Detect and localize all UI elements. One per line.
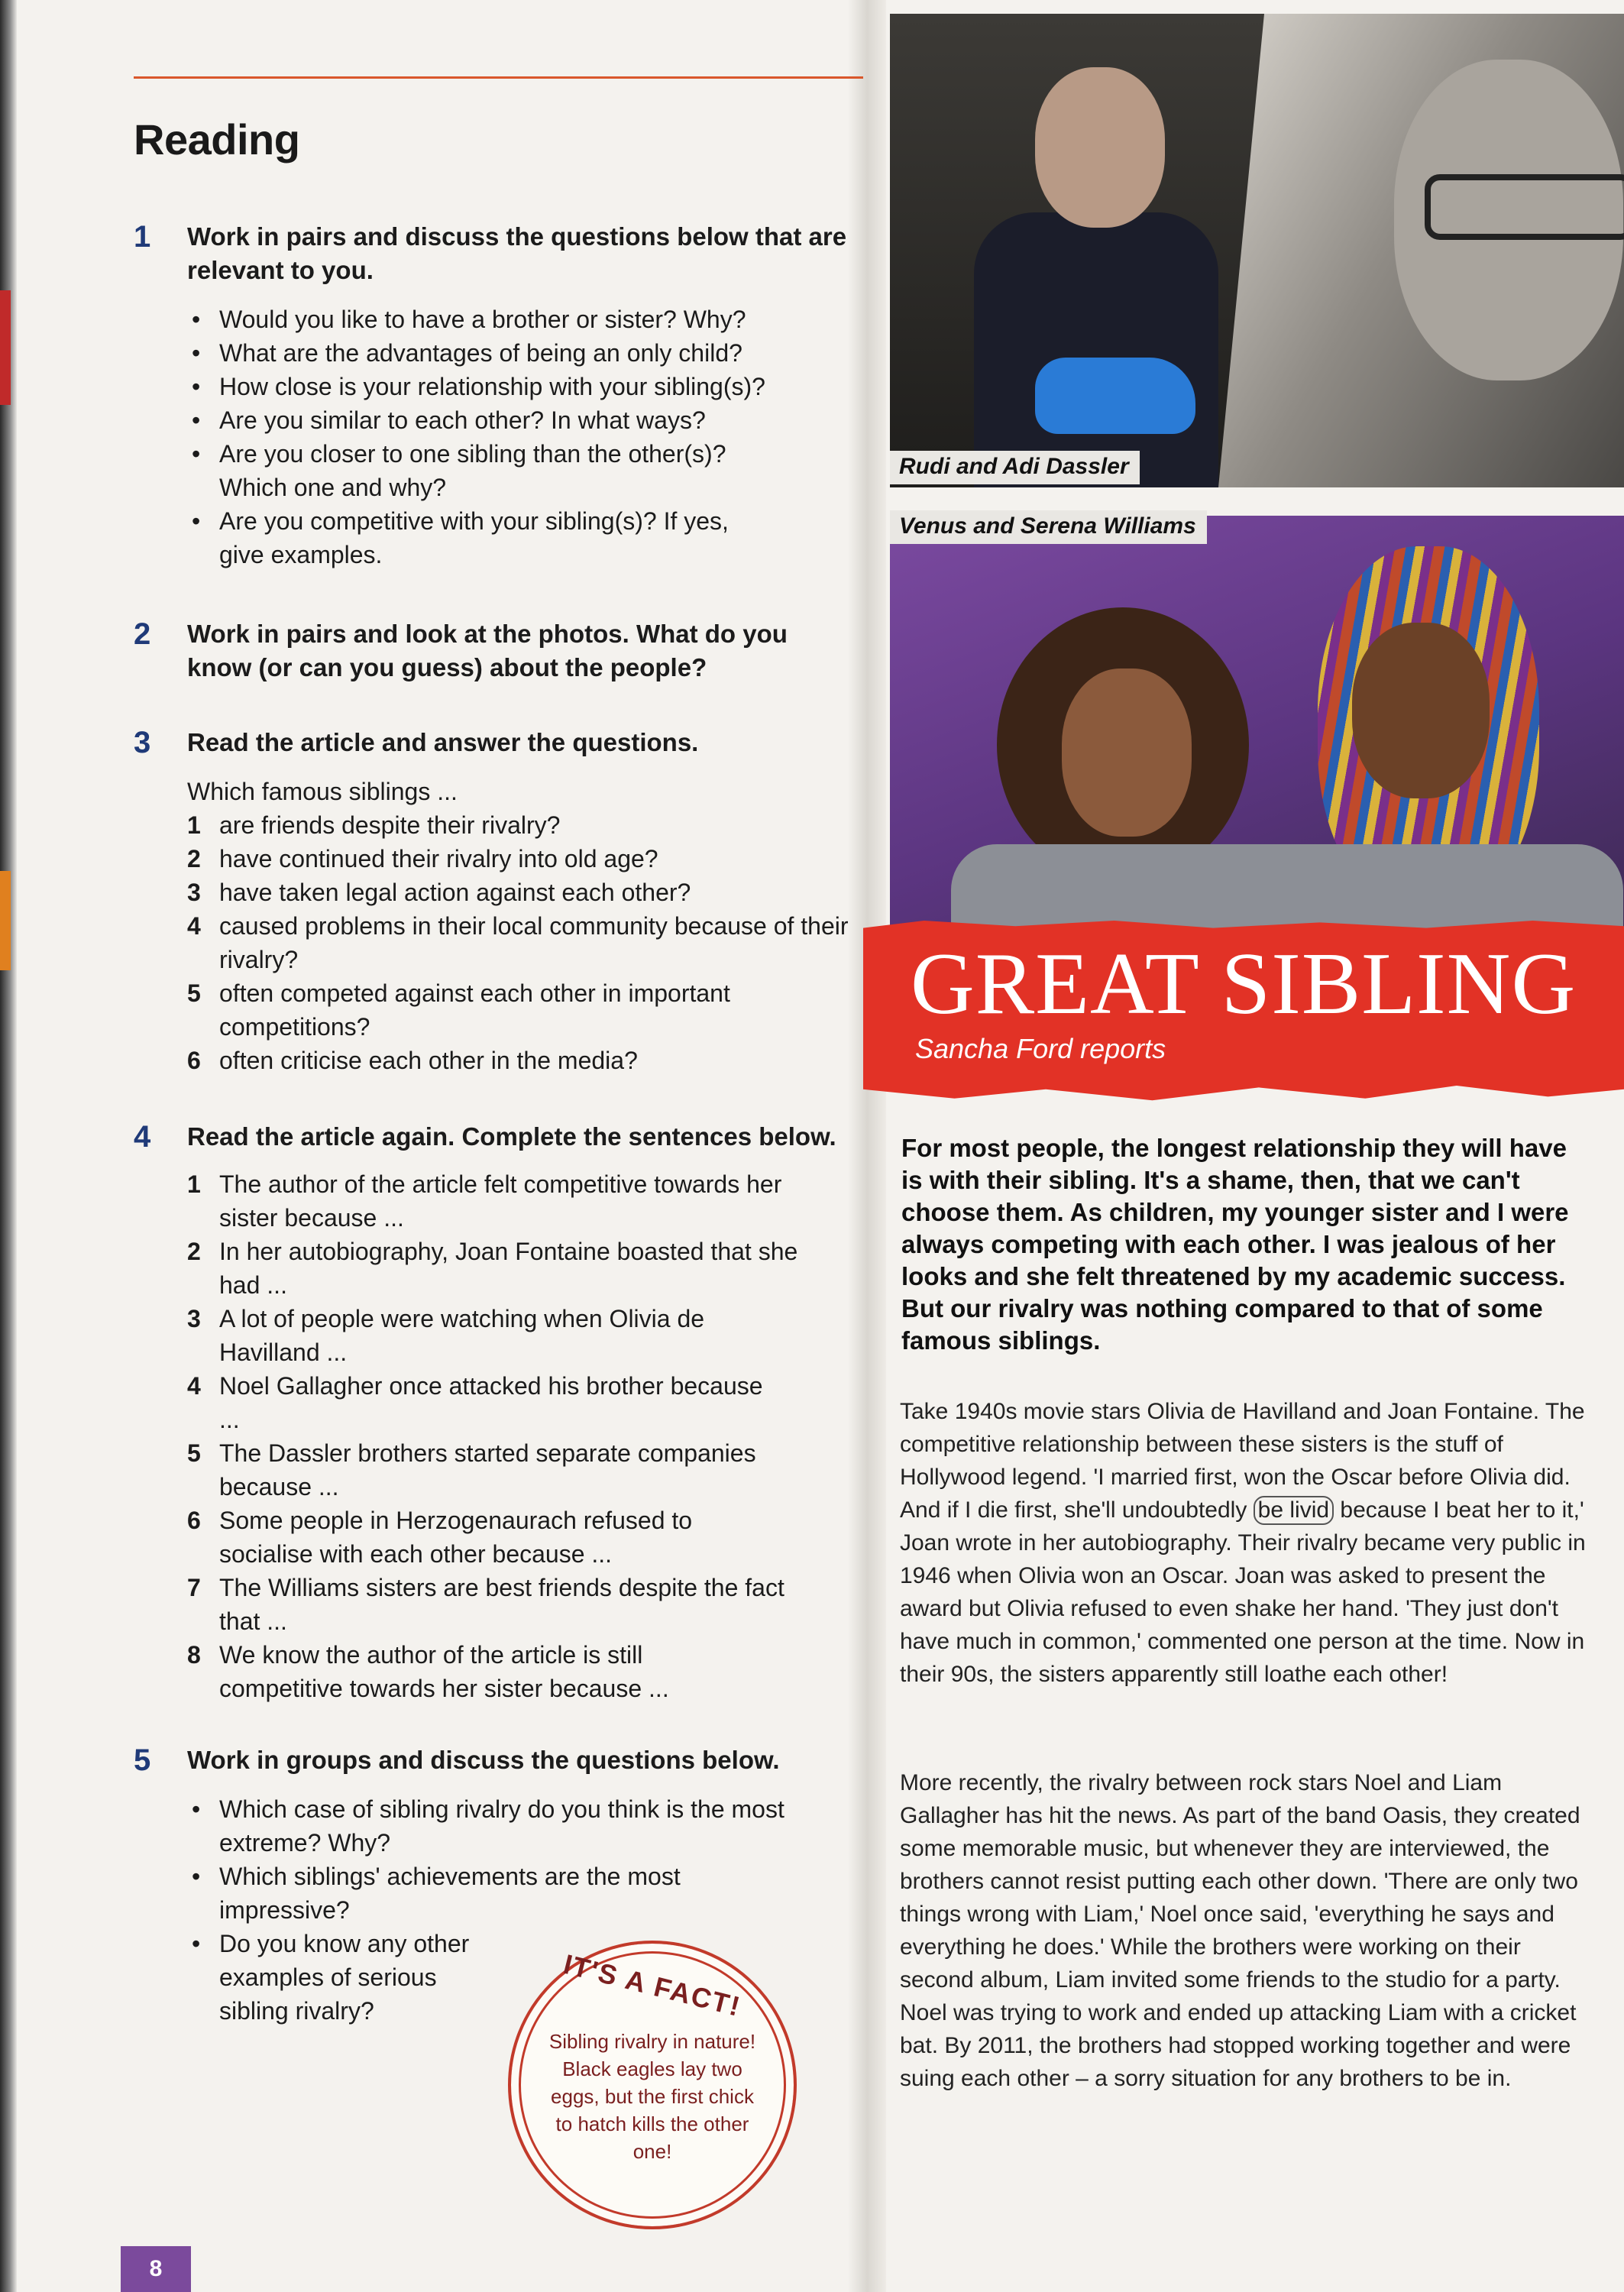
- task-number: 4: [134, 1120, 151, 1154]
- page-number: 8: [121, 2246, 191, 2292]
- task-number: 5: [134, 1743, 151, 1777]
- article-byline: Sancha Ford reports: [915, 1033, 1166, 1064]
- task-instruction: Work in pairs and discuss the questions below that are relevant to you.: [187, 222, 847, 284]
- list-item: 8 We know the author of the article is still competitive towards her sister because ...: [187, 1641, 669, 1702]
- list-item: 5 The Dassler brothers started separate companies because ...: [187, 1439, 756, 1500]
- list-item: 6 Some people in Herzogenaurach refused to socialise with each other because ...: [187, 1507, 693, 1568]
- list-item: • How close is your relationship with your sibling(s)?: [192, 373, 765, 400]
- list-item: 4 Noel Gallagher once attacked his brother because ...: [187, 1372, 763, 1433]
- list-item: • What are the advantages of being an only child?: [192, 339, 742, 367]
- list-item: 5 often competed against each other in important competitions?: [187, 979, 730, 1041]
- list-item: • Do you know any other examples of serious sibling rivalry?: [192, 1930, 470, 2025]
- question-intro: Which famous siblings ...: [187, 778, 458, 805]
- list-item: • Are you similar to each other? In what ways?: [192, 406, 706, 434]
- photo-figure: [1352, 623, 1490, 798]
- question-list: [187, 303, 859, 571]
- task-instruction: Read the article again. Complete the sentences below.: [187, 1122, 836, 1151]
- photo-figure: [974, 212, 1218, 487]
- list-item: 2 In her autobiography, Joan Fontaine boasted that she had ...: [187, 1238, 798, 1299]
- list-item: 4 caused problems in their local community because of their rivalry?: [187, 912, 849, 973]
- article-title: GREAT SIBLING: [911, 935, 1577, 1033]
- shoe-illustration: [1035, 358, 1195, 434]
- list-item: • Which case of sibling rivalry do you think is the most extreme? Why?: [192, 1795, 785, 1857]
- photo-figure: [1062, 668, 1192, 837]
- task-instruction: Work in pairs and look at the photos. What do you know (or can you guess) about the people?: [187, 620, 788, 681]
- list-item: 3 A lot of people were watching when Olivia de Havilland ...: [187, 1305, 705, 1366]
- photo-williams-sisters: [890, 516, 1624, 928]
- list-item: 2 have continued their rivalry into old age?: [187, 845, 658, 872]
- list-item: 7 The Williams sisters are best friends despite the fact that ...: [187, 1574, 785, 1635]
- section-rule: [134, 76, 863, 79]
- task-instruction: Read the article and answer the questions.: [187, 728, 699, 756]
- task-number: 2: [134, 617, 151, 651]
- glasses-illustration: [1425, 174, 1624, 240]
- list-item: • Which siblings' achievements are the most impressive?: [192, 1863, 681, 1924]
- task-instruction: Work in groups and discuss the questions below.: [187, 1746, 780, 1774]
- sentence-list: [187, 1167, 859, 1705]
- list-item: 6 often criticise each other in the media?: [187, 1047, 638, 1074]
- list-item: 1 are friends despite their rivalry?: [187, 811, 561, 839]
- fact-badge: [508, 1941, 797, 2229]
- question-list: [187, 808, 859, 1077]
- article-lead: For most people, the longest relationship they will have is with their sibling. It's a shame, then, that we can't choose them. As children, my younger sister and I were always competing with each other. I was jealous of her looks and she felt threatened by my academic success. But our rivalry was nothing compared to that of some famous siblings.: [901, 1134, 1569, 1355]
- article-paragraph: Take 1940s movie stars Olivia de Havilland and Joan Fontaine. The competitive relationship between these sisters is the stuff of Hollywood legend. 'I married first, won the Oscar before Olivia did. And if I die first, she'll undoubtedly be livid because I beat her to it,' Joan wrote in her autobiography. Their rivalry became very public in 1946 when Olivia won an Oscar. Joan was asked to present the award but Olivia refused to even shake her hand. 'They just don't have much in common,' commented one person at the time. Now in their 90s, the sisters apparently still loathe each other!: [900, 1399, 1586, 1687]
- section-title: Reading: [134, 115, 300, 163]
- list-item: • Are you closer to one sibling than the other(s)? Which one and why?: [192, 440, 726, 501]
- fact-text: Sibling rivalry in nature! Black eagles lay two eggs, but the first chick to hatch kills the other one!: [548, 2030, 756, 2163]
- list-item: 3 have taken legal action against each other?: [187, 879, 691, 906]
- list-item: • Would you like to have a brother or sister? Why?: [192, 306, 746, 333]
- page-tab-orange: [0, 871, 11, 970]
- article-paragraph: More recently, the rivalry between rock stars Noel and Liam Gallagher has hit the news. As part of the band Oasis, they created some memorable music, but whenever they are interviewed, the brothers cannot resist putting each other down. 'There are only two things wrong with Liam,' Noel once said, 'everything he says and everything he does.' While the brothers were working on their second album, Liam invited some friends to the studio for a party. Noel was trying to work and ended up attacking Liam with a cricket bat. By 2011, the brothers had stopped working together and were suing each other – a sorry situation for any brothers to be in.: [900, 1770, 1580, 2091]
- photo-dassler-brothers: [890, 14, 1624, 487]
- circled-phrase: be livid: [1254, 1496, 1334, 1525]
- task-number: 3: [134, 726, 151, 759]
- fact-title: IT'S A FACT!: [560, 1947, 745, 2023]
- list-item: 1 The author of the article felt competitive towards her sister because ...: [187, 1170, 782, 1232]
- photo-figure: [1035, 67, 1165, 228]
- photo-figure: [951, 844, 1623, 928]
- task-number: 1: [134, 220, 151, 254]
- photo-caption: Rudi and Adi Dassler: [890, 451, 1140, 484]
- page-tab-red: [0, 290, 11, 405]
- list-item: • Are you competitive with your sibling(s)? If yes, give examples.: [192, 507, 729, 568]
- photo-caption: Venus and Serena Williams: [890, 510, 1207, 544]
